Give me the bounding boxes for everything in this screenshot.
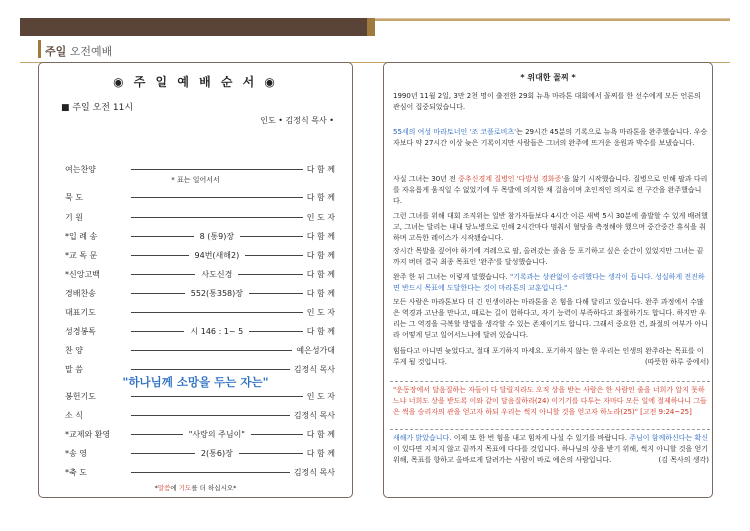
section-title [45,43,112,59]
order-row-person: 다 함 께 [306,231,336,241]
pastor-note-highlight-2: 주님이 함께하신다는 확신 [629,434,709,442]
footer-post: 를 더 하십시오* [191,484,237,492]
order-row-leader [131,331,184,332]
story-p8-text: 힘들다고 아니면 늦었다고, 절대 포기하지 마세요. 포기하지 않는 한 우리는 인생의 완주라는 목표를 이루게 될 것입니다. [393,347,704,366]
order-row-label: *축 도 [65,467,87,477]
order-row-detail: 사도신경 [201,269,233,279]
order-row-person: 다 함 께 [306,448,336,458]
order-row [65,249,335,261]
story-p3-highlight: 중추신경계 질병인 '다발성 경화증' [458,175,564,183]
order-row-person: 인 도 자 [306,307,335,317]
footer-mid: 에 [170,484,179,492]
pastor-note [393,433,709,466]
order-row-label: 묵 도 [65,192,83,202]
order-row [65,428,335,440]
order-row-person: 인 도 자 [306,212,335,222]
top-bar-right [375,18,730,36]
leader-line: 인도 • 김정식 목사 • [260,116,334,125]
order-row-leader [131,236,194,237]
order-row-person: 다 함 께 [306,429,335,439]
top-bar-left [20,18,367,36]
order-row-leader [240,236,303,237]
order-row [65,409,335,421]
order-row-detail: 2(통6)장 [200,448,233,458]
service-time: ■ 주일 오전 11시 [61,103,134,113]
order-row-person: 다 함 께 [306,250,336,260]
order-row-leader [249,331,302,332]
story-panel [383,62,713,498]
order-row-label: 경배찬송 [65,288,96,298]
order-row-leader [245,255,303,256]
footer-word-1: 말씀 [157,484,171,492]
story-paragraph-7: 모든 사람은 마라톤보다 더 긴 인생이라는 마라톤을 온 힘을 다해 달리고 있습니다. 완주 과정에서 수많은 역경과 고난을 만나고, 때로는 길이 험하다고, 자기 능력이 부족하다고 좌절하기도 합니다. 하지만 우리는 그 역경을 극복할 방법을 생각할 수 있는 존재이기도 합니다. 그래서 중요한 건, 좌절의 여부가 아니라 어떻게 딛고 일어서느냐에 달려 있습니다. [393,298,709,339]
order-row-leader [131,255,189,256]
order-row-person: 김정식 목사 [293,467,335,477]
section-title-rest: 오전예배 [66,45,113,58]
order-row [65,163,335,175]
story-p6-a: 완주 한 뒤 그녀는 이렇게 말했습니다. [393,273,511,281]
story-p2-highlight: 55세의 여성 마라토너인 '조 코플로비츠' [393,128,517,136]
story-paragraph-3 [393,174,709,207]
footer-word-2: 기도 [178,484,192,492]
order-row-detail: 94번(새해2) [194,250,240,260]
order-row-person: 김정식 목사 [293,410,335,420]
order-row-leader [131,453,195,454]
stand-note: * 표는 일어서서 [171,176,220,184]
story-title: * 위대한 꼴찌 * [520,73,576,82]
pastor-note-source: (김 목사의 생각) [658,456,709,464]
order-row-person: 다 함 께 [306,192,335,202]
story-paragraph-5: 장시간 목발을 짚어야 하기에 겨레으로 팔, 올려갔는 졸음 등 포기하고 싶은 순간이 있었지만 그녀는 끝까지 버텨 결국 최종 목표인 '완주'를 달성했습니다. [393,247,704,266]
order-row-leader [131,197,303,198]
order-row-leader [131,350,292,351]
story-p2-text: 는 29시간 45분의 기록으로 뉴욕 마라톤을 완주했습니다. 우승자보다 약 27시간 이상 늦은 기록이지만 사람들은 그녀의 완주에 뜨거운 응원과 박수를 보냈습니다. [393,128,708,147]
section-marker [38,40,41,58]
order-row-detail: "사랑의 주님이" [188,429,245,439]
order-row-label: 봉헌기도 [65,391,96,401]
order-row-label: *입 례 송 [65,231,98,241]
order-row-label: 기 원 [65,212,83,222]
order-row-label: 말 씀 [65,364,83,374]
order-row-person: 다 함 께 [306,164,335,174]
dashed-separator-2 [390,429,710,430]
story-p3-b: 을 앓기 시작했습니다. 질병으로 인해 팔과 다리를 자유롭게 움직일 수 없었기에 두 목발에 의지한 채 걸음이며 초인적인 의지로 전 구간을 완주했습니다. [393,175,708,205]
order-row [65,390,335,402]
order-row-label: 성경봉독 [65,326,96,336]
story-paragraph-8 [393,346,709,368]
order-row [65,325,335,337]
order-row [65,268,335,280]
order-row [65,191,335,203]
order-row-label: *신앙고백 [65,269,100,279]
pastor-note-a: 이제 또 한 번 힘을 내고 힘차게 나설 수 있기를 바랍니다. [451,434,630,442]
order-row-leader [131,396,303,397]
dashed-separator [390,381,710,382]
order-row-leader [131,472,290,473]
order-row [65,287,335,299]
order-row-person: 다 함 께 [306,269,336,279]
order-row-label: *교제와 환영 [65,429,111,439]
order-row-leader [131,434,183,435]
story-paragraph-2 [393,127,709,149]
worship-order-title: ◉ 주 일 예 배 순 서 ◉ [113,75,278,89]
story-paragraph-4: 그런 그녀를 위해 대회 조직위는 일반 참가자들보다 4시간 이른 새벽 5시 30분에 출발할 수 있게 배려했고, 그녀는 달리는 내내 당뇨병으로 인해 2시간마다 멈춰서 혈당을 측정해야 했으며 중간중간 휴식을 취하며 고독한 레이스가 시작됐습니다. [393,212,708,242]
order-row-person: 김정식 목사 [293,364,335,374]
order-row-detail: 시 146 : 1~ 5 [190,326,244,336]
order-row-leader [249,293,303,294]
order-row [65,363,335,375]
story-paragraph-6 [393,272,709,294]
order-row-leader [238,274,302,275]
order-row-detail: 8 (통9)장 [199,231,235,241]
worship-order-panel [38,62,353,498]
pastor-note-b: 이 있다면 지치지 않고 끝까지 목표에 다다를 것입니다. 하나님의 상을 받기 위해, 썩지 아니할 것을 얻기 위해, 목표를 향하고 올바르게 달려가는 사람이 바로 예은의 사람입니다. [393,445,709,464]
order-row-leader [131,415,290,416]
order-row [65,211,335,223]
top-bar-accent [367,18,375,36]
order-row-label: 대표기도 [65,307,96,317]
scripture-quote: "운동장에서 달음질하는 자들이 다 달릴지라도 오직 상을 받는 사람은 한 사람인 줄을 너희가 알지 못하느냐 너희도 상을 받도록 이와 같이 달음질하라(24) 이기기를 다투는 자마다 모든 일에 절제하나니 그들은 썩을 승리자의 관을 얻고자 하되 우리는 썩지 아니할 것을 얻고자 하노라(25)" [고전 9:24~25] [393,386,707,416]
order-row-detail: 552(통358)장 [190,288,243,298]
order-row-person: 인 도 자 [306,391,335,401]
order-row-person: 예은성가대 [296,345,335,355]
order-row-leader [251,434,303,435]
order-row-label: 찬 양 [65,345,83,355]
story-p3-a: 사실 그녀는 30년 전 [393,175,459,183]
story-p6-quote: "기록과는 상관없이 승리했다는 생각이 듭니다. 성실하게 전진하면 반드시 목표에 도달한다는 것이 마라톤의 교훈입니다." [393,273,705,292]
order-row [65,230,335,242]
order-row-leader [131,293,185,294]
order-row [65,306,335,318]
order-row-leader [131,369,290,370]
story-paragraph-1: 1990년 11월 2일, 3만 2천 명이 출전한 29회 뉴욕 마라톤 대회에서 꼴찌를 한 선수에게 모든 언론의 관심이 집중되었습니다. [393,92,701,111]
order-row-label: *송 영 [65,448,87,458]
sermon-title: "하나님께 소망을 두는 자는" [122,375,269,389]
order-row-label: 여는찬양 [65,164,96,174]
order-row-leader [131,274,195,275]
order-row-leader [131,217,303,218]
order-row-leader [239,453,303,454]
order-row [65,344,335,356]
order-row [65,466,335,478]
footer-note [39,483,352,492]
story-p8-source: (따뜻한 하루 중에서) [644,358,709,366]
order-row-person: 다 함 께 [306,326,335,336]
footer-pre: * [154,484,158,492]
pastor-note-highlight-1: 새해가 밝았습니다. [393,434,452,442]
order-row [65,447,335,459]
order-row-label: *교 독 문 [65,250,98,260]
order-row-leader [131,312,303,313]
order-row-person: 다 함 께 [306,288,335,298]
order-row-leader [131,169,303,170]
section-title-em: 주일 [45,45,67,58]
order-row-label: 소 식 [65,410,83,420]
